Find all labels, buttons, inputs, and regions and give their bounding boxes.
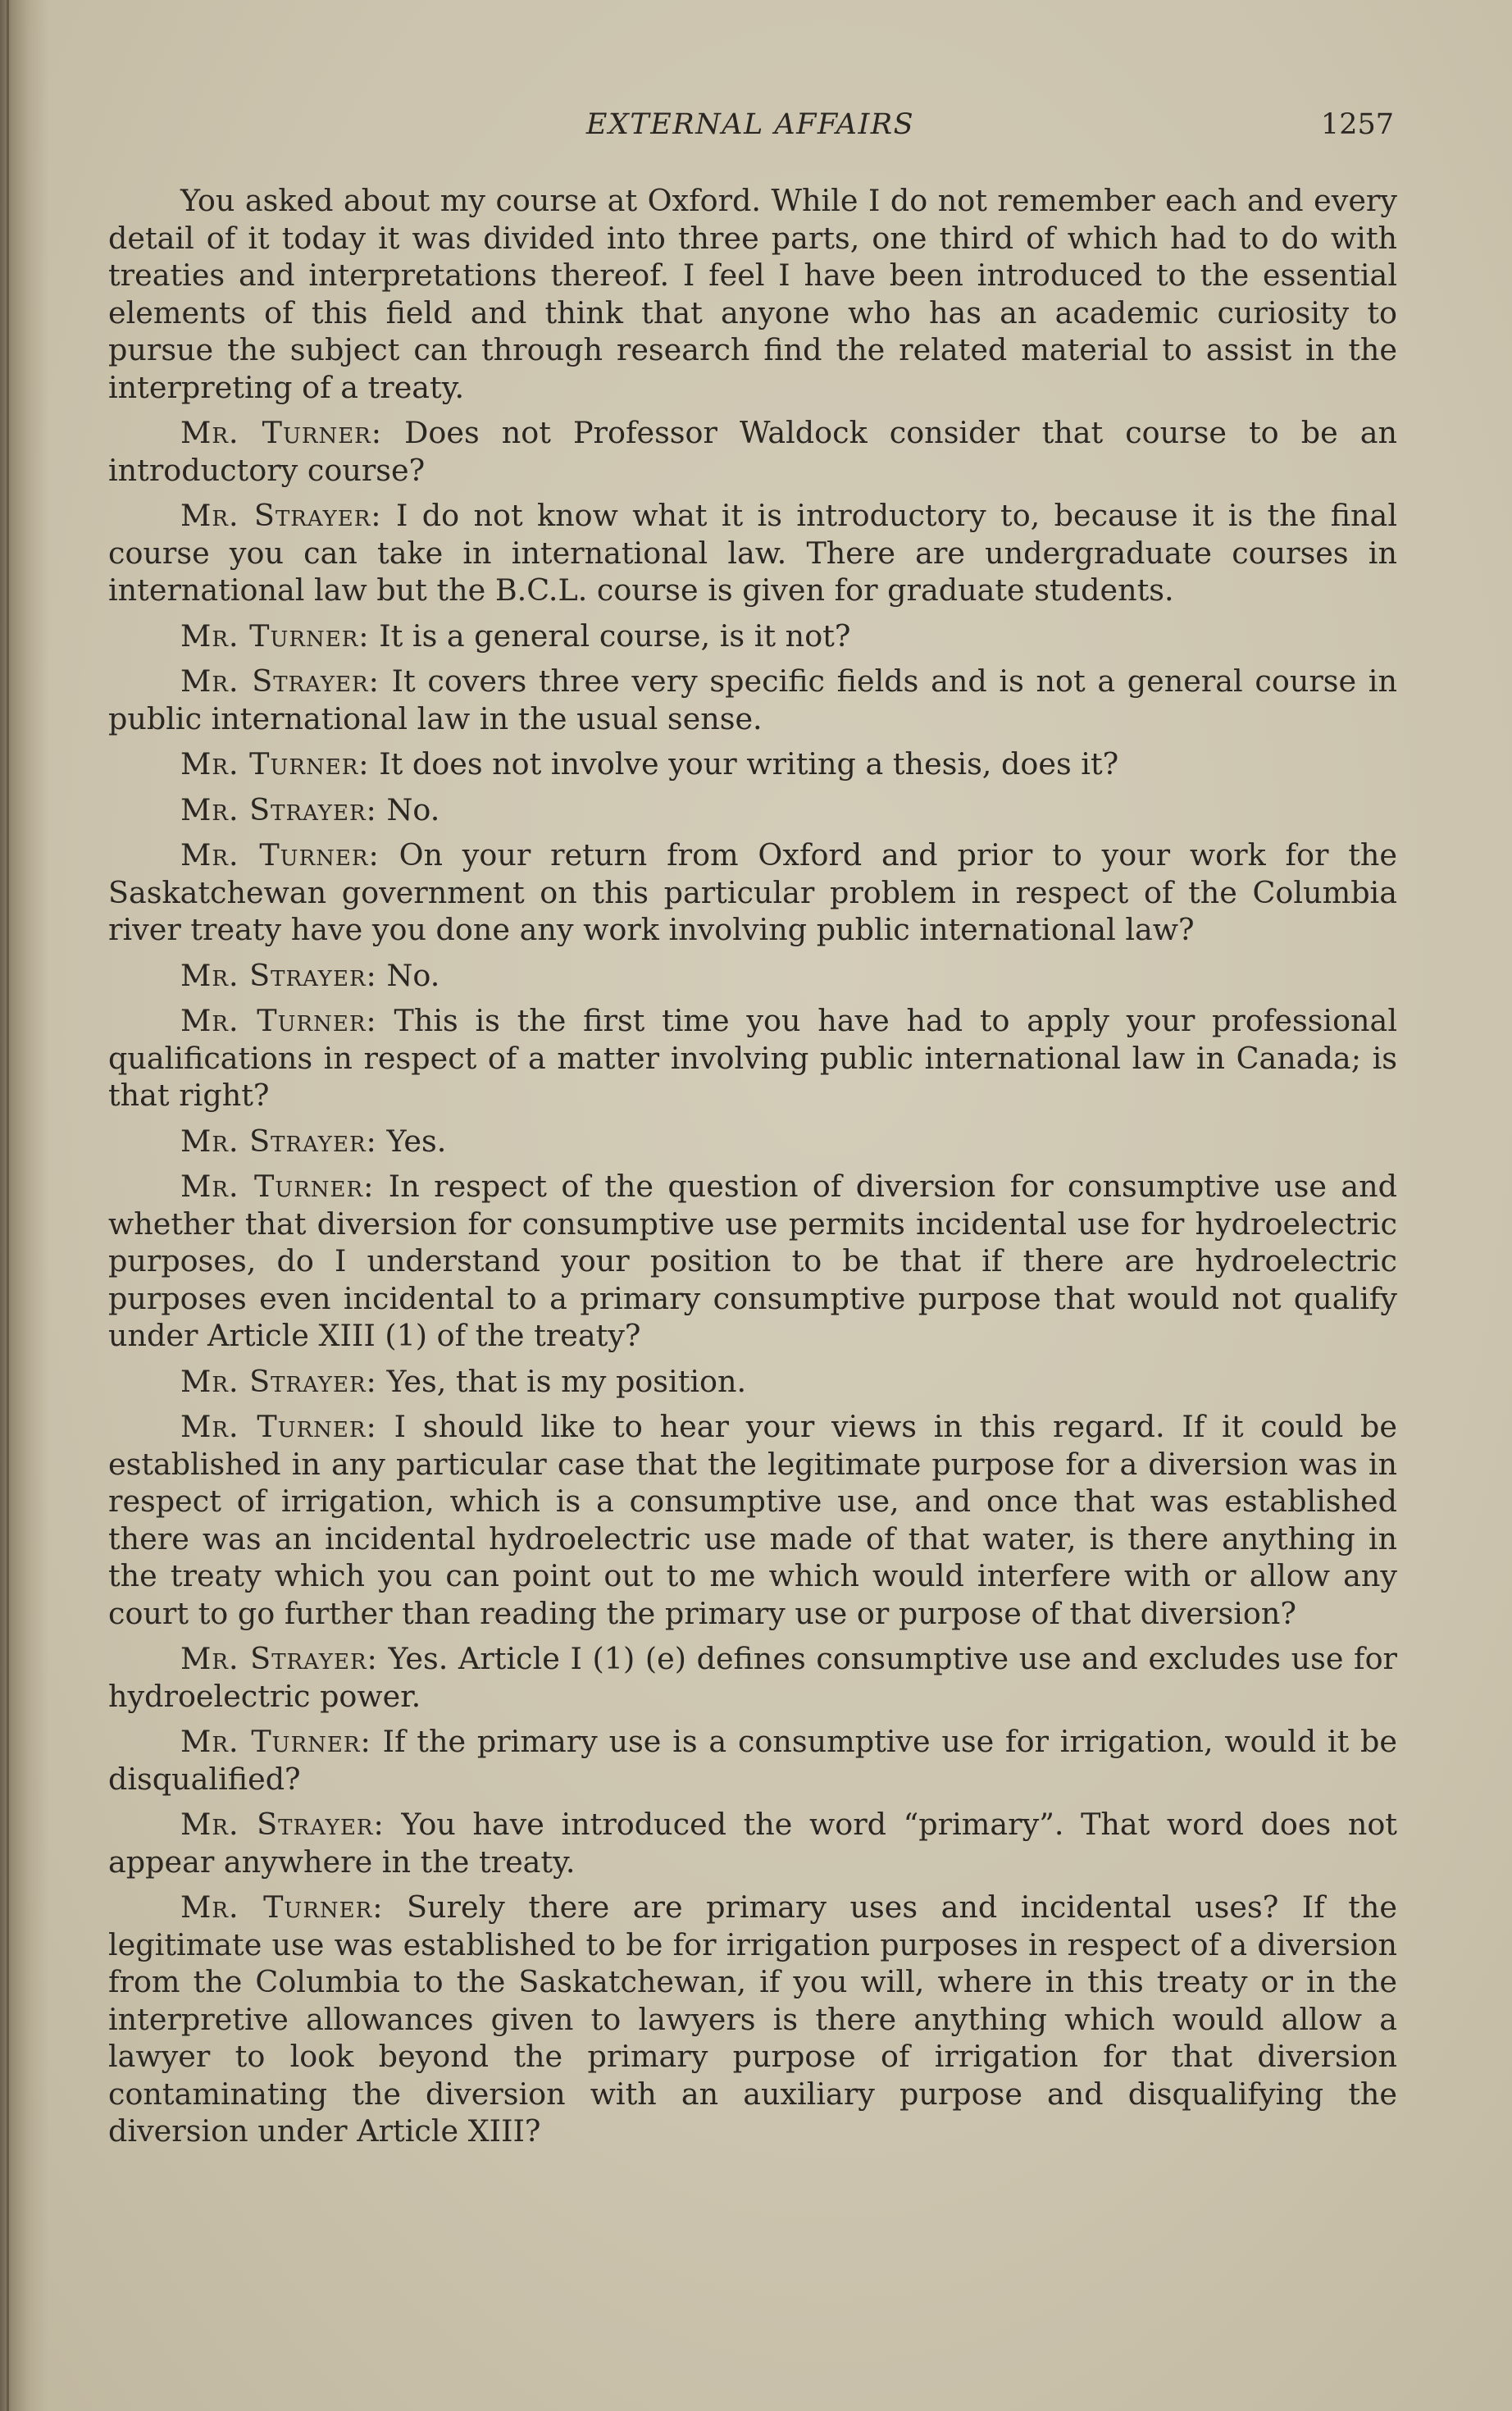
paragraph-text: I do not know what it is introductory to, because it is the final course you can take in international law. There are undergraduate courses in international law but the B.C.L. course is given for graduate students. [108, 498, 1397, 608]
speaker-label: Mr. Strayer: [180, 1641, 378, 1676]
paragraph-text: Yes. [386, 1123, 447, 1159]
paragraph-text: No. [386, 791, 440, 827]
paragraph [108, 1123, 1397, 1160]
paragraph-text: In respect of the question of diversion for consumptive use and whether that diversion for consumptive use permits incidental use for hydroelectric purposes, do I understand your position to be that if there are hydroelectric purposes even incidental to a primary consumptive purpose that would not qualify under Article XIII (1) of the treaty? [108, 1169, 1398, 1353]
speaker-label: Mr. Turner: [180, 837, 380, 873]
paragraph-text: I should like to hear your views in this regard. If it could be established in any particular case that the legitimate purpose for a diversion was in respect of irrigation, which is a consumptive use, and once that was established there was an incidental hydroelectric use made of that water, is there anything in the treaty which you can point out to me which would interfere with or allow any court to go further than reading the primary use or purpose of that diversion? [108, 1409, 1397, 1631]
paragraph-text: Yes. Article I (1) (e) defines consumptive use and excludes use for hydroelectric power. [108, 1641, 1397, 1714]
paragraph [108, 1408, 1397, 1632]
paragraph [108, 1002, 1397, 1114]
paragraph [108, 1168, 1397, 1355]
paragraph-text: Surely there are primary uses and incidental uses? If the legitimate use was established to be for irrigation purposes in respect of a diversion from the Columbia to the Saskatchewan, if you will, where in this treaty or in the interpretive allowances given to lawyers is there anything which would allow a lawyer to look beyond the primary purpose of irrigation for that diversion contaminating the diversion with an auxiliary purpose and disqualifying the diversion under Article XIII? [108, 1889, 1397, 2149]
paragraph [108, 1640, 1397, 1715]
speaker-label: Mr. Turner: [180, 415, 383, 450]
speaker-label: Mr. Turner: [180, 1724, 371, 1759]
speaker-label: Mr. Strayer: [180, 663, 380, 699]
speaker-label: Mr. Strayer: [180, 498, 382, 533]
paragraph [108, 1806, 1397, 1880]
running-head: EXTERNAL AFFAIRS [585, 108, 915, 141]
paragraph [108, 1723, 1397, 1798]
paragraph [108, 182, 1397, 406]
paragraph [108, 1363, 1397, 1401]
paragraph [108, 1889, 1397, 2150]
paragraph-text: You asked about my course at Oxford. While I do not remember each and every detail of it today it was divided into three parts, one third of which had to do with treaties and interpretations thereof. I feel I have been introduced to the essential elements of this field and think that anyone who has an academic curiosity to pursue the subject can through research find the related material to assist in the interpreting of a treaty. [108, 183, 1397, 405]
paragraph [108, 836, 1397, 949]
transcript-body [108, 182, 1397, 2158]
speaker-label: Mr. Strayer: [180, 1363, 377, 1399]
page-number: 1257 [1320, 108, 1394, 141]
paragraph [108, 414, 1397, 489]
paragraph [108, 791, 1397, 829]
paragraph-text: Yes, that is my position. [386, 1363, 747, 1399]
paragraph [108, 957, 1397, 995]
page-header [107, 108, 1394, 149]
speaker-label: Mr. Strayer: [180, 1123, 377, 1159]
speaker-label: Mr. Strayer: [180, 791, 377, 827]
speaker-label: Mr. Turner: [180, 618, 370, 654]
speaker-label: Mr. Strayer: [180, 957, 377, 993]
speaker-label: Mr. Turner: [180, 1409, 377, 1444]
paragraph [108, 663, 1397, 737]
paragraph [108, 745, 1397, 783]
speaker-label: Mr. Turner: [180, 1889, 384, 1925]
speaker-label: Mr. Strayer: [180, 1807, 385, 1842]
speaker-label: Mr. Turner: [180, 1003, 377, 1038]
paragraph-text: It does not involve your writing a thesis, does it? [379, 746, 1119, 782]
paragraph-text: You have introduced the word “primary”. That word does not appear anywhere in the treaty. [108, 1807, 1397, 1880]
paragraph-text: On your return from Oxford and prior to your work for the Saskatchewan government on this particular problem in respect of the Columbia river treaty have you done any work involving public international law? [108, 837, 1397, 947]
paragraph [108, 497, 1397, 609]
paragraph [108, 618, 1397, 655]
paragraph-text: If the primary use is a consumptive use for irrigation, would it be disqualified? [108, 1724, 1398, 1797]
speaker-label: Mr. Turner: [180, 1169, 375, 1204]
paragraph-text: This is the first time you have had to apply your professional qualifications in respect of a matter involving public international law in Canada; is that right? [108, 1003, 1397, 1113]
paragraph-text: No. [386, 957, 440, 993]
paragraph-text: It is a general course, is it not? [379, 618, 851, 654]
paragraph-text: It covers three very specific fields and is not a general course in public international law in the usual sense. [108, 663, 1397, 736]
book-spine-edge [7, 0, 9, 2411]
paragraph-text: Does not Professor Waldock consider that course to be an introductory course? [108, 415, 1398, 488]
speaker-label: Mr. Turner: [180, 746, 370, 782]
